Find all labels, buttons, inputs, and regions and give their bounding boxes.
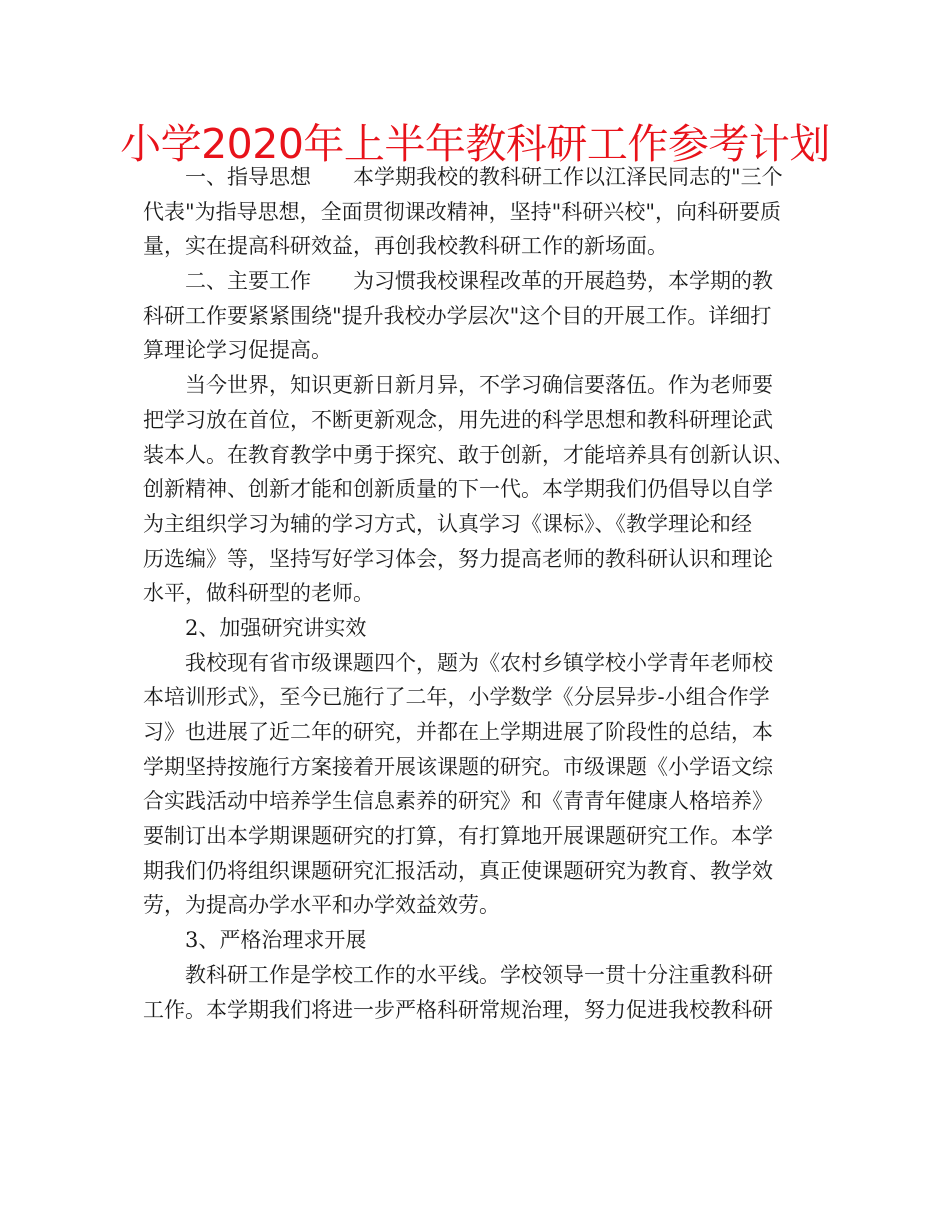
text-line bbox=[143, 195, 815, 230]
line-text: 合实践活动中培养学生信息素养的研究》和《青青年健康人格培养》 bbox=[143, 789, 773, 814]
text-line bbox=[143, 472, 815, 507]
line-text: 科研工作要紧紧围绕"提升我校办学层次"这个目的开展工作。详细打 bbox=[143, 303, 772, 328]
line-text: 为主组织学习为辅的学习方式，认真学习《课标》、《教学理论和经 bbox=[143, 511, 752, 536]
text-line bbox=[143, 333, 815, 368]
line-text: 把学习放在首位，不断更新观念，用先进的科学思想和教科研理论武 bbox=[143, 407, 773, 432]
text-line bbox=[143, 438, 815, 473]
text-line bbox=[143, 784, 815, 819]
text-line bbox=[143, 680, 815, 715]
text-line bbox=[143, 750, 815, 785]
text-line bbox=[143, 403, 815, 438]
text-line bbox=[143, 368, 815, 403]
line-text: 代表"为指导思想，全面贯彻课改精神，坚持"科研兴校"，向科研要质 bbox=[143, 199, 781, 224]
line-text: 历选编》等，坚持写好学习体会，努力提高老师的教科研认识和理论 bbox=[143, 546, 773, 571]
line-text: 要制订出本学期课题研究的打算，有打算地开展课题研究工作。本学 bbox=[143, 824, 773, 849]
text-line bbox=[143, 576, 815, 611]
text-line bbox=[143, 715, 815, 750]
text-line bbox=[143, 542, 815, 577]
text-line bbox=[143, 299, 815, 334]
text-line bbox=[143, 507, 815, 542]
line-text: 本学期我校的教科研工作以江泽民同志的"三个 bbox=[353, 165, 783, 189]
line-text: 教科研工作是学校工作的水平线。学校领导一贯十分注重教科研 bbox=[185, 962, 773, 987]
line-text: 习》也进展了近二年的研究，并都在上学期进展了阶段性的总结，本 bbox=[143, 720, 773, 744]
line-text: 量，实在提高科研效益，再创我校教科研工作的新场面。 bbox=[143, 234, 668, 259]
line-text: 劳，为提高办学水平和办学效益效劳。 bbox=[143, 893, 500, 918]
text-line bbox=[143, 958, 815, 993]
text-line bbox=[143, 923, 815, 958]
line-text: 装本人。在教育教学中勇于探究、敢于创新，才能培养具有创新认识、 bbox=[143, 442, 794, 467]
line-text: 水平，做科研型的老师。 bbox=[143, 581, 374, 606]
line-text: 工作。本学期我们将进一步严格科研常规治理，努力促进我校教科研 bbox=[143, 997, 773, 1022]
text-line bbox=[143, 819, 815, 854]
text-line bbox=[143, 888, 815, 923]
text-line bbox=[143, 611, 815, 646]
line-text: 2、加强研究讲实效 bbox=[185, 615, 367, 640]
line-text: 学期坚持按施行方案接着开展该课题的研究。市级课题《小学语文综 bbox=[143, 754, 773, 779]
line-text: 创新精神、创新才能和创新质量的下一代。本学期我们仍倡导以自学 bbox=[143, 477, 773, 502]
line-text: 当今世界，知识更新日新月异，不学习确信要落伍。作为老师要 bbox=[185, 373, 773, 398]
document-title: 小学2020年上半年教科研工作参考计划 bbox=[120, 120, 830, 168]
document-body bbox=[143, 160, 815, 1027]
text-line bbox=[143, 229, 815, 264]
text-line bbox=[143, 646, 815, 681]
text-line bbox=[143, 993, 815, 1028]
line-text: 3、严格治理求开展 bbox=[185, 928, 367, 953]
text-line bbox=[143, 264, 815, 299]
line-text: 期我们仍将组织课题研究汇报活动，真正使课题研究为教育、教学效 bbox=[143, 858, 773, 883]
line-text: 我校现有省市级课题四个，题为《农村乡镇学校小学青年老师校 bbox=[185, 650, 773, 675]
line-text: 算理论学习促提高。 bbox=[143, 338, 332, 363]
text-line bbox=[143, 854, 815, 889]
line-text: 为习惯我校课程改革的开展趋势，本学期的教 bbox=[353, 269, 773, 294]
section-heading: 二、主要工作 bbox=[185, 269, 311, 294]
text-line bbox=[143, 160, 815, 195]
line-text: 本培训形式》，至今已施行了二年，小学数学《分层异步-小组合作学 bbox=[143, 685, 770, 710]
section-heading: 一、指导思想 bbox=[185, 165, 311, 189]
